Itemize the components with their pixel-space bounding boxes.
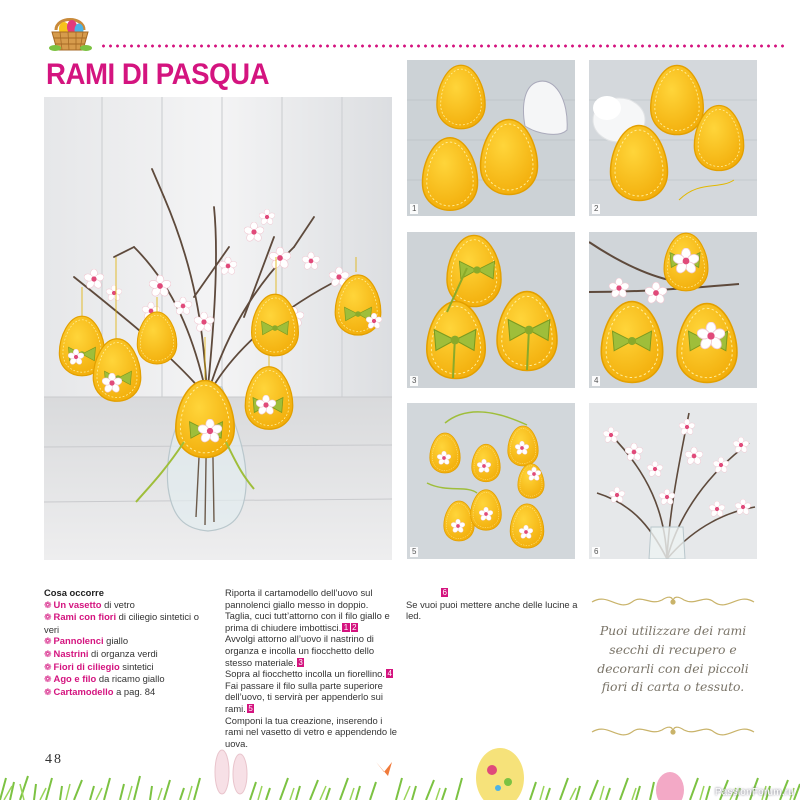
materials-item: ❁ Un vasetto di vetro — [44, 598, 135, 610]
step-number: 2 — [594, 204, 599, 213]
instruction-step-2: Avvolgi attorno all’uovo il nastrino di organza e incolla un fiocchetto dello stesso materiale. — [225, 633, 375, 668]
step-photo-6 — [589, 403, 757, 559]
instruction-step-1: Riporta il cartamodello dell’uovo sul pannolenci giallo messo in doppio. Taglia, cuci tutt’attorno con il filo giallo e prima di chiudere imbottisci. — [225, 587, 390, 633]
instruction-step-4: Fai passare il filo sulla parte superiore dell’uovo, ti servirà per appenderlo sui rami. — [225, 679, 383, 714]
flower-bullet-icon: ❁ — [44, 599, 52, 610]
step-photo-5 — [407, 403, 575, 559]
step-photo-2 — [589, 60, 757, 216]
step-photo-3 — [407, 232, 575, 388]
materials-item: ❁ Rami con fiori di ciliegio sintetici o veri — [44, 611, 199, 635]
main-photo-easter-branches — [44, 97, 392, 560]
step-number: 5 — [412, 547, 417, 556]
step-badge: 4 — [387, 669, 392, 679]
flower-bullet-icon: ❁ — [44, 686, 52, 697]
step-number: 6 — [594, 547, 599, 556]
flower-bullet-icon: ❁ — [44, 661, 52, 672]
flower-bullet-icon: ❁ — [44, 674, 52, 685]
instruction-step-6: Se vuoi puoi mettere anche delle lucine a led. — [406, 598, 578, 622]
materials-item: ❁ Pannolenci giallo — [44, 635, 129, 647]
instructions-column-2 — [406, 587, 578, 622]
step-badge: 5 — [248, 703, 253, 713]
instruction-step-5: Componi la tua creazione, inserendo i rami nel vasetto di vetro e appendendo le uova. — [225, 714, 397, 749]
footer-grass-decoration — [0, 742, 800, 800]
flower-bullet-icon: ❁ — [44, 636, 52, 647]
materials-title: Cosa occorre — [44, 587, 104, 598]
tip-quote-text: Puoi utilizzare dei rami secchi di recupero e decorarli con dei piccoli fiori di carta o tessuto. — [597, 623, 749, 695]
instructions-column-1 — [225, 587, 397, 749]
watermark: PassionForum.ru — [714, 787, 794, 798]
step-number: 1 — [412, 204, 417, 213]
step-badge: 6 — [442, 588, 447, 597]
flower-bullet-icon: ❁ — [44, 612, 52, 623]
tip-quote-box — [588, 590, 758, 745]
step-badge: 3 — [298, 657, 303, 667]
materials-list — [44, 587, 204, 698]
instruction-step-3: Sopra al fiocchetto incolla un fiorellino. — [225, 668, 385, 680]
materials-item: ❁ Cartamodello a pag. 84 — [44, 685, 156, 697]
header-dotted-rule — [100, 44, 788, 48]
page-title: RAMI DI PASQUA — [46, 58, 270, 91]
step-badge: 1 — [343, 622, 349, 632]
step-number: 3 — [412, 376, 417, 385]
materials-item: ❁ Nastrini di organza verdi — [44, 647, 158, 659]
flower-bullet-icon: ❁ — [44, 648, 52, 659]
step-badge: 2 — [352, 622, 357, 632]
materials-item: ❁ Ago e filo da ricamo giallo — [44, 673, 165, 685]
materials-item: ❁ Fiori di ciliegio sintetici — [44, 660, 154, 672]
page-number: 48 — [45, 752, 63, 767]
step-number: 4 — [594, 376, 599, 385]
step-photo-1 — [407, 60, 575, 216]
easter-basket-icon — [46, 12, 94, 54]
step-photo-4 — [589, 232, 757, 388]
